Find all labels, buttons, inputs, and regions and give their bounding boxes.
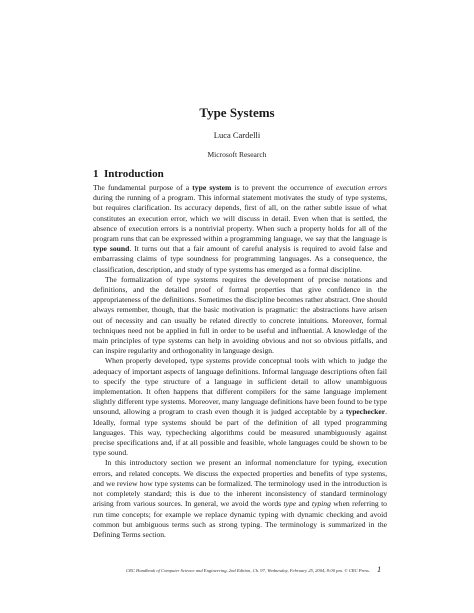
section-body — [93, 183, 387, 540]
text-run: The formalization of type systems requires the development of precise notations and definitions, and the detailed proof of formal properties that give confidence in the appropriateness of the definitions. Sometimes the discipline becomes rather abstract. One should always remember, though, that the basic motivation is pragmatic: the abstractions have arisen out of necessity and can usually be related directly to concrete intuitions. Moreover, formal techniques need not be applied in full in order to be useful and influential. A knowledge of the main principles of type systems can help in avoiding obvious and not so obvious pitfalls, and can inspire regularity and orthogonality in language design. — [93, 274, 387, 356]
paragraph — [93, 458, 387, 540]
paragraph — [93, 356, 387, 458]
bold-term: type system — [192, 183, 232, 192]
text-run: . Ideally, formal type systems should be part of the definition of all typed programming languages. This way, typechecking algorithms could be measured unambiguously against precise specifications and, if at all possible and feasible, whole languages could be shown to be type sound. — [93, 407, 387, 458]
paper-title: Type Systems — [199, 105, 275, 120]
paragraph — [93, 275, 387, 357]
text-run: is to prevent the occurrence of — [231, 183, 337, 192]
bold-term: typechecker — [345, 407, 386, 417]
italic-term: execution errors — [336, 183, 388, 192]
text-run: when referring to run time concepts; for example we replace dynamic typing with dynamic checking and avoid common but ambiguous terms such as strong typing. The terminology is summarized in the Defining Terms section. — [93, 499, 387, 539]
author-affiliation: Microsoft Research — [207, 150, 267, 159]
text-run: . It turns out that a fair amount of careful analysis is required to avoid false and embarrassing claims of type soundness for programming languages. As a consequence, the classification, description, and study of type systems has emerged as a formal discipline. — [93, 244, 387, 274]
text-run: In this introductory section we present an informal nomenclature for typing, execution errors, and related concepts. We discuss the expected properties and benefits of type systems, and we review how type systems can be formalized. The terminology used in the introduction is not completely standard; this is due to the inherent inconsistency of standard terminology arising from various sources. In general, we avoid the words — [93, 458, 387, 509]
page-footer: CRC Handbook of Computer Science and Engineering, 2nd Edition, Ch. 97, Wednesday, February 25, 2004, 8:00 pm. © CRC Press. — [125, 568, 370, 573]
text-run: during the running of a program. This informal statement motivates the study of type systems, but requires clarification. Its accuracy depends, first of all, on the rather subtle issue of what constitutes an execution error, which we will discuss in detail. Even when that is settled, the absence of execution errors is a nontrivial property. When such a property holds for all of the program runs that can be expressed within a programming language, we say that the language is — [93, 193, 387, 244]
page-number: 1 — [377, 564, 382, 574]
text-run: When properly developed, type systems provide conceptual tools with which to judge the adequacy of important aspects of language definitions. Informal language descriptions often fail to specify the type structure of a language in sufficient detail to allow unambiguous implementation. It often happens that different compilers for the same language implement slightly different type systems. Moreover, many language definitions have been found to be type unsound, allowing a program to crash even though it is judged acceptable by a — [93, 356, 387, 417]
paragraph — [93, 183, 387, 275]
bold-term: type sound — [93, 244, 130, 254]
italic-term: typing — [311, 499, 331, 509]
text-run: The fundamental purpose of a — [93, 183, 193, 192]
text-run: and — [296, 499, 312, 509]
section-number: 1 — [93, 168, 99, 180]
author-name: Luca Cardelli — [213, 130, 261, 140]
italic-term: type — [283, 499, 297, 509]
section-title: Introduction — [104, 168, 164, 180]
section-heading — [93, 168, 164, 180]
